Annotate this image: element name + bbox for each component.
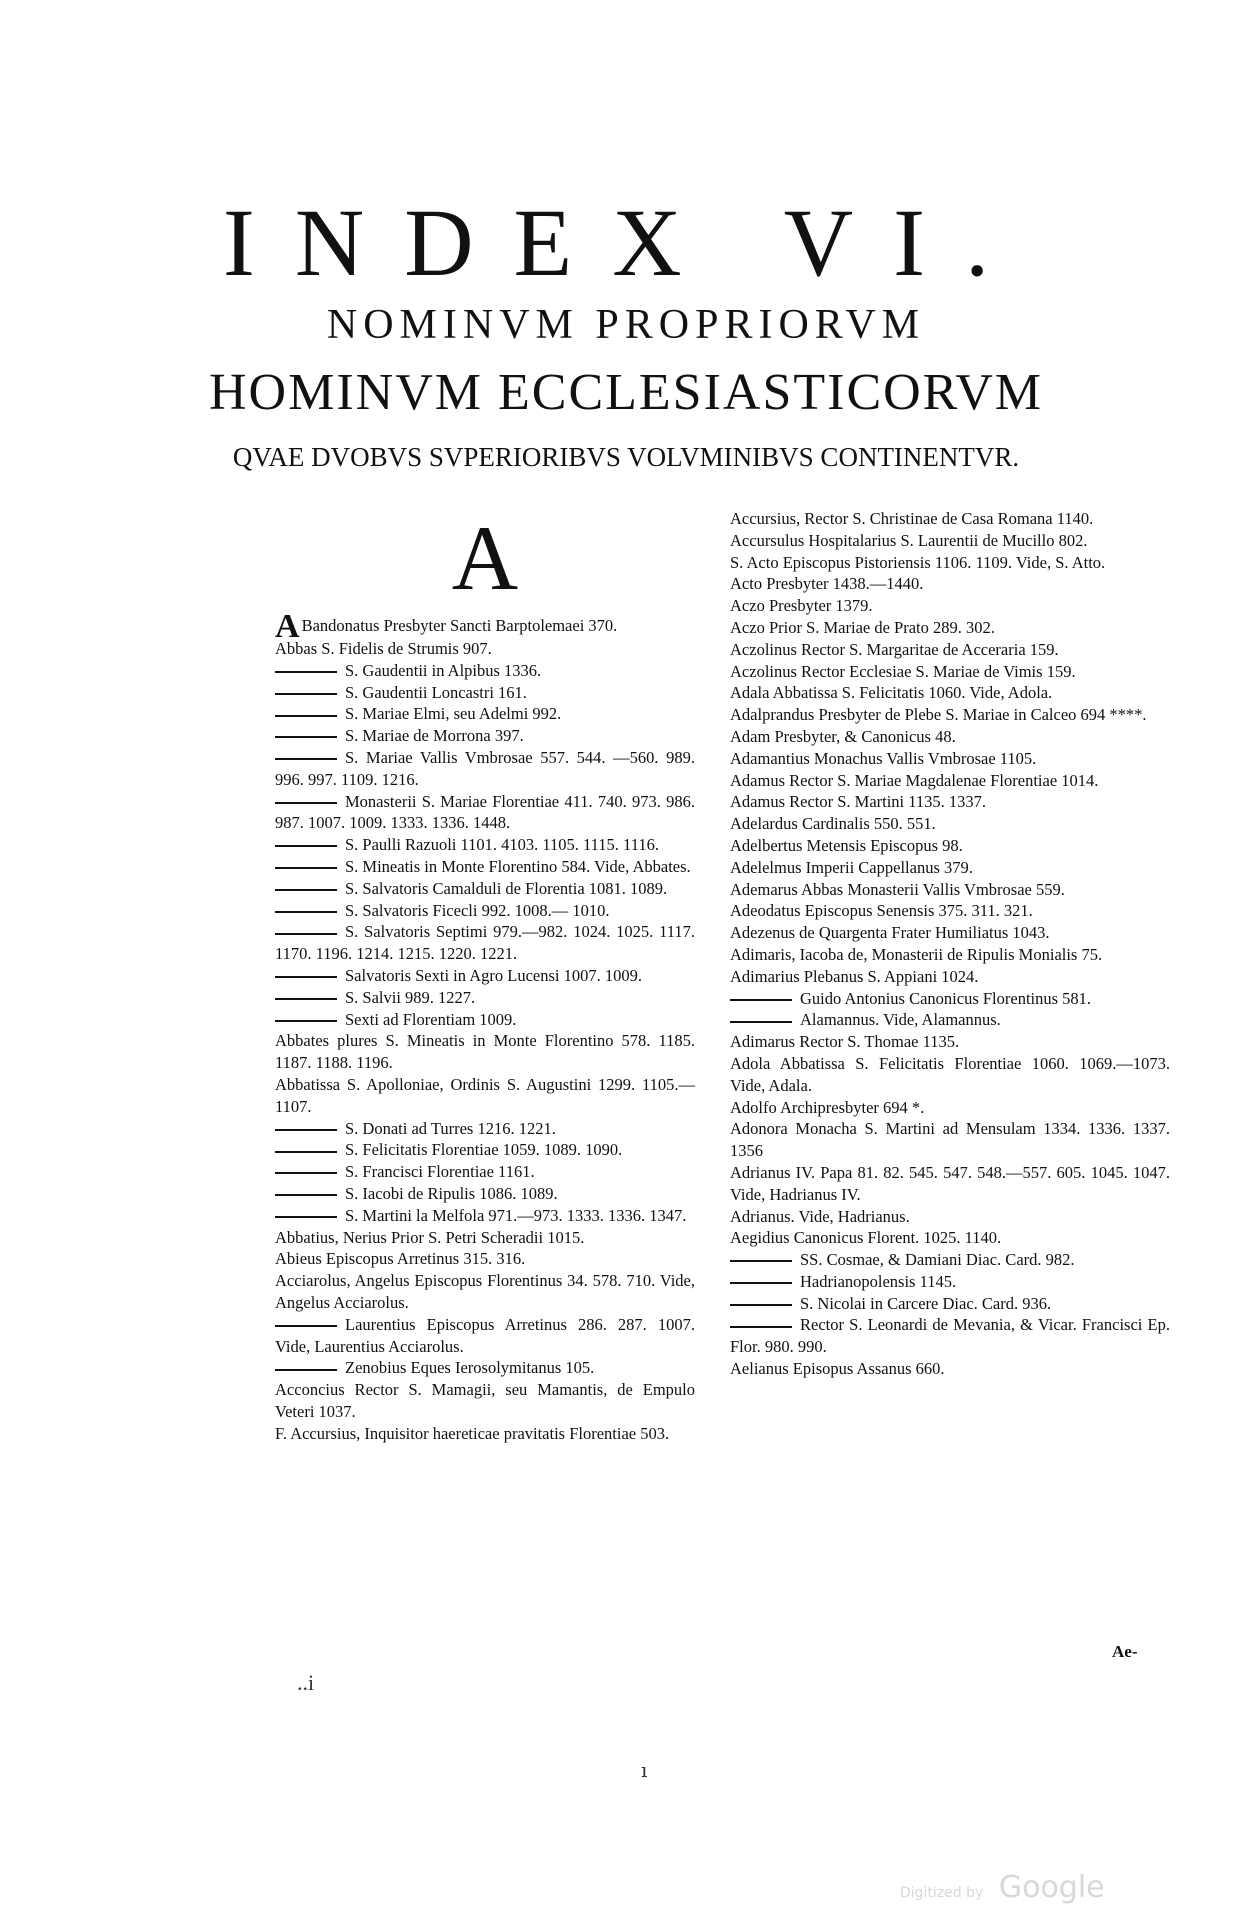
ditto-dash — [275, 1020, 337, 1022]
index-entry — [275, 1161, 695, 1183]
entry-text: SS. Cosmae, & Damiani Diac. Card. 982. — [800, 1250, 1075, 1270]
entry-text: Accursulus Hospitalarius S. Laurentii de Mucillo 802. — [730, 530, 1088, 550]
index-entry — [730, 988, 1170, 1010]
index-entry — [730, 770, 1170, 792]
index-entry — [730, 1271, 1170, 1293]
entry-text: S. Gaudentii in Alpibus 1336. — [345, 660, 542, 680]
ditto-dash — [275, 1369, 337, 1371]
index-entry — [275, 965, 695, 987]
index-entry — [730, 922, 1170, 944]
entry-text: Monasterii S. Mariae Florentiae 411. 740. 973. 986. 987. 1007. 1009. 1333. 1336. 1448. — [275, 791, 695, 833]
entry-text: F. Accursius, Inquisitor haereticae pravitatis Florentiae 503. — [275, 1423, 670, 1443]
index-entry — [730, 813, 1170, 835]
index-entry — [730, 530, 1170, 552]
entry-text: Adrianus. Vide, Hadrianus. — [730, 1206, 910, 1226]
index-entry — [730, 1031, 1170, 1053]
entry-text: Guido Antonius Canonicus Florentinus 581. — [800, 988, 1092, 1008]
index-entry — [275, 1270, 695, 1314]
ditto-dash — [275, 1151, 337, 1153]
index-entry — [275, 1205, 695, 1227]
index-title: INDEX VI. — [222, 189, 1030, 296]
entry-text: Zenobius Eques Ierosolymitanus 105. — [345, 1358, 595, 1378]
ditto-dash — [275, 758, 337, 760]
entry-text: Aelianus Episopus Assanus 660. — [730, 1359, 945, 1379]
ditto-dash — [275, 911, 337, 913]
index-entry — [730, 1206, 1170, 1228]
entry-text: S. Mariae Elmi, seu Adelmi 992. — [345, 704, 562, 724]
entry-text: S. Gaudentii Loncastri 161. — [345, 682, 527, 702]
entry-text: S. Iacobi de Ripulis 1086. 1089. — [345, 1183, 558, 1203]
ditto-dash — [275, 976, 337, 978]
entry-text: Adamus Rector S. Mariae Magdalenae Florentiae 1014. — [730, 770, 1099, 790]
entry-text: S. Nicolai in Carcere Diac. Card. 936. — [800, 1293, 1052, 1313]
index-entry — [730, 1249, 1170, 1271]
index-entry — [275, 1074, 695, 1118]
index-entry — [275, 900, 695, 922]
index-entry — [730, 1118, 1170, 1162]
entry-text: Salvatoris Sexti in Agro Lucensi 1007. 1009. — [345, 965, 642, 985]
index-entry — [275, 1357, 695, 1379]
ditto-dash — [275, 867, 337, 869]
entry-text: S. Mariae Vallis Vmbrosae 557. 544. —560. 989. 996. 997. 1109. 1216. — [275, 747, 695, 789]
entry-text: Ademarus Abbas Monasterii Vallis Vmbrosae 559. — [730, 879, 1065, 899]
index-entry — [730, 835, 1170, 857]
index-entry — [730, 748, 1170, 770]
ditto-dash — [275, 671, 337, 673]
index-entry — [275, 747, 695, 791]
index-entry — [275, 660, 695, 682]
section-letter: A — [451, 507, 519, 609]
subtitle-nominum: NOMINVM PROPRIORVM — [326, 302, 926, 348]
left-column — [275, 608, 695, 1444]
entry-text: Adrianus IV. Papa 81. 82. 545. 547. 548.—557. 605. 1045. 1047. Vide, Hadrianus IV. — [730, 1162, 1170, 1204]
index-entry — [730, 1162, 1170, 1206]
entry-text: S. Salvatoris Septimi 979.—982. 1024. 1025. 1117. 1170. 1196. 1214. 1215. 1220. 1221. — [275, 922, 695, 964]
index-entry — [275, 638, 695, 660]
ditto-dash — [730, 1021, 792, 1023]
entry-text: Abbates plures S. Mineatis in Monte Florentino 578. 1185. 1187. 1188. 1196. — [275, 1031, 695, 1073]
entry-text: Adeodatus Episcopus Senensis 375. 311. 321. — [730, 901, 1033, 921]
index-entry — [730, 639, 1170, 661]
index-entry — [275, 921, 695, 965]
entry-text: S. Salvatoris Camalduli de Florentia 1081. 1089. — [345, 878, 668, 898]
ditto-dash — [730, 1260, 792, 1262]
entry-text: S. Francisci Florentiae 1161. — [345, 1162, 535, 1182]
index-entry — [730, 1227, 1170, 1249]
index-entry — [730, 682, 1170, 704]
entry-text: Abbas S. Fidelis de Strumis 907. — [275, 639, 492, 658]
entry-text: Acconcius Rector S. Mamagii, seu Mamantis, de Empulo Veteri 1037. — [275, 1380, 695, 1421]
entry-text: S. Salvatoris Ficecli 992. 1008.— 1010. — [345, 900, 610, 920]
entry-text: Abieus Episcopus Arretinus 315. 316. — [275, 1249, 526, 1269]
entry-text: Adolfo Archipresbyter 694 *. — [730, 1097, 925, 1117]
subtitle-hominum: HOMINVM ECCLESIASTICORVM — [209, 364, 1043, 421]
index-entry — [730, 1009, 1170, 1031]
index-entry — [275, 1379, 695, 1423]
entry-text: Aczo Prior S. Mariae de Prato 289. 302. — [730, 617, 995, 637]
entry-text: S. Salvii 989. 1227. — [345, 987, 476, 1007]
footer-mark: ı — [641, 1758, 648, 1782]
entry-text: S. Paulli Razuoli 1101. 4103. 1105. 1115. 1116. — [345, 835, 659, 855]
index-entry — [730, 1293, 1170, 1315]
index-entry — [730, 966, 1170, 988]
subtitle-quae: QVAE DVOBVS SVPERIORIBVS VOLVMINIBVS CONTINENTVR. — [232, 442, 1020, 472]
entry-text: Laurentius Episcopus Arretinus 286. 287. 1007. Vide, Laurentius Acciarolus. — [275, 1314, 695, 1356]
entry-text: Adamus Rector S. Martini 1135. 1337. — [730, 792, 987, 812]
entry-text: Adola Abbatissa S. Felicitatis Florentiae 1060. 1069.—1073. Vide, Adala. — [730, 1053, 1170, 1095]
ditto-dash — [275, 736, 337, 738]
entry-text: Adimarus Rector S. Thomae 1135. — [730, 1032, 960, 1052]
catchword: Ae- — [1112, 1642, 1138, 1661]
entry-text: Acto Presbyter 1438.—1440. — [730, 574, 924, 594]
index-entry — [275, 878, 695, 900]
ditto-dash — [730, 999, 792, 1001]
index-entry — [275, 1030, 695, 1074]
index-entry — [730, 573, 1170, 595]
index-entry — [275, 856, 695, 878]
index-entry — [730, 1053, 1170, 1097]
entry-text: Adimarius Plebanus S. Appiani 1024. — [730, 966, 979, 986]
entry-text: Adonora Monacha S. Martini ad Mensulam 1334. 1336. 1337. 1356 — [730, 1119, 1170, 1161]
entry-text: S. Donati ad Turres 1216. 1221. — [345, 1118, 556, 1138]
index-entry — [730, 552, 1170, 574]
entry-text: Adezenus de Quargenta Frater Humiliatus 1043. — [730, 923, 1050, 943]
index-entry — [730, 726, 1170, 748]
entry-text: Rector S. Leonardi de Mevania, & Vicar. Francisci Ep. Flor. 980. 990. — [730, 1315, 1170, 1357]
entry-text: Accursius, Rector S. Christinae de Casa Romana 1140. — [730, 509, 1094, 528]
entry-text: S. Martini la Melfola 971.—973. 1333. 1336. 1347. — [345, 1205, 687, 1225]
entry-text: Aczolinus Rector S. Margaritae de Acceraria 159. — [730, 639, 1059, 659]
index-entry — [275, 682, 695, 704]
index-entry — [275, 1118, 695, 1140]
ditto-dash — [275, 802, 337, 804]
entry-text: Abbatissa S. Apolloniae, Ordinis S. Augustini 1299. 1105.—1107. — [275, 1074, 695, 1116]
index-entry — [730, 595, 1170, 617]
index-entry — [730, 1097, 1170, 1119]
ditto-dash — [275, 715, 337, 717]
index-entry — [275, 791, 695, 835]
entry-text: Adam Presbyter, & Canonicus 48. — [730, 726, 956, 746]
ditto-dash — [275, 1172, 337, 1174]
entry-text: Aczolinus Rector Ecclesiae S. Mariae de Vimis 159. — [730, 661, 1076, 681]
ditto-dash — [275, 889, 337, 891]
entry-text: Adamantius Monachus Vallis Vmbrosae 1105. — [730, 748, 1037, 768]
ditto-dash — [275, 1129, 337, 1131]
entry-text: S. Mineatis in Monte Florentino 584. Vide, Abbates. — [345, 856, 691, 876]
index-entry — [275, 1314, 695, 1358]
ditto-dash — [730, 1282, 792, 1284]
ditto-dash — [275, 1325, 337, 1327]
entry-text: Adimaris, Iacoba de, Monasterii de Ripulis Monialis 75. — [730, 944, 1103, 964]
ditto-dash — [275, 1194, 337, 1196]
ditto-dash — [275, 933, 337, 935]
index-entry — [730, 1358, 1170, 1380]
index-entry — [275, 1009, 695, 1031]
entry-text: S. Acto Episcopus Pistoriensis 1106. 1109. Vide, S. Atto. — [730, 552, 1106, 572]
index-entry — [275, 1248, 695, 1270]
entry-text: Bandonatus Presbyter Sancti Barptolemaei 370. — [301, 616, 618, 635]
initial-capital: A — [275, 608, 300, 645]
index-entry — [275, 703, 695, 725]
index-entry — [275, 725, 695, 747]
entry-text: Hadrianopolensis 1145. — [800, 1271, 957, 1291]
entry-text: Aczo Presbyter 1379. — [730, 596, 873, 616]
index-entry — [730, 944, 1170, 966]
index-entry — [730, 661, 1170, 683]
index-entry — [275, 1227, 695, 1249]
entry-text: Adelbertus Metensis Episcopus 98. — [730, 835, 963, 855]
ditto-dash — [275, 693, 337, 695]
ditto-dash — [275, 845, 337, 847]
index-entry — [730, 704, 1170, 726]
signature-mark: ..i — [297, 1670, 315, 1695]
index-entry — [275, 608, 695, 645]
entry-text: Sexti ad Florentiam 1009. — [345, 1009, 517, 1029]
watermark-small: Digitized by — [900, 1885, 984, 1901]
index-entry — [730, 508, 1170, 530]
watermark-google: Google — [998, 1870, 1105, 1905]
entry-text: Alamannus. Vide, Alamannus. — [800, 1010, 1001, 1030]
ditto-dash — [730, 1326, 792, 1328]
index-entry — [275, 1183, 695, 1205]
entry-text: Adelelmus Imperii Cappellanus 379. — [730, 857, 973, 877]
entry-text: S. Mariae de Morrona 397. — [345, 726, 524, 746]
index-entry — [275, 987, 695, 1009]
index-entry — [730, 617, 1170, 639]
entry-text: Adala Abbatissa S. Felicitatis 1060. Vide, Adola. — [730, 683, 1053, 703]
entry-text: Adelardus Cardinalis 550. 551. — [730, 814, 936, 834]
index-entry — [730, 791, 1170, 813]
index-entry — [730, 879, 1170, 901]
ditto-dash — [275, 998, 337, 1000]
entry-text: Acciarolus, Angelus Episcopus Florentinus 34. 578. 710. Vide, Angelus Acciarolus. — [275, 1271, 695, 1312]
entry-text: Abbatius, Nerius Prior S. Petri Scheradii 1015. — [275, 1227, 585, 1247]
ditto-dash — [730, 1304, 792, 1306]
index-entry — [730, 900, 1170, 922]
right-column — [730, 508, 1170, 1380]
entry-text: Aegidius Canonicus Florent. 1025. 1140. — [730, 1228, 1002, 1248]
index-entry — [275, 1139, 695, 1161]
ditto-dash — [275, 1216, 337, 1218]
entry-text: S. Felicitatis Florentiae 1059. 1089. 1090. — [345, 1140, 623, 1160]
index-entry — [275, 1423, 695, 1445]
digitized-watermark — [900, 1870, 1105, 1905]
index-entry — [275, 834, 695, 856]
index-entry — [730, 1314, 1170, 1358]
entry-text: Adalprandus Presbyter de Plebe S. Mariae in Calceo 694 ****. — [730, 705, 1147, 725]
index-entry — [730, 857, 1170, 879]
